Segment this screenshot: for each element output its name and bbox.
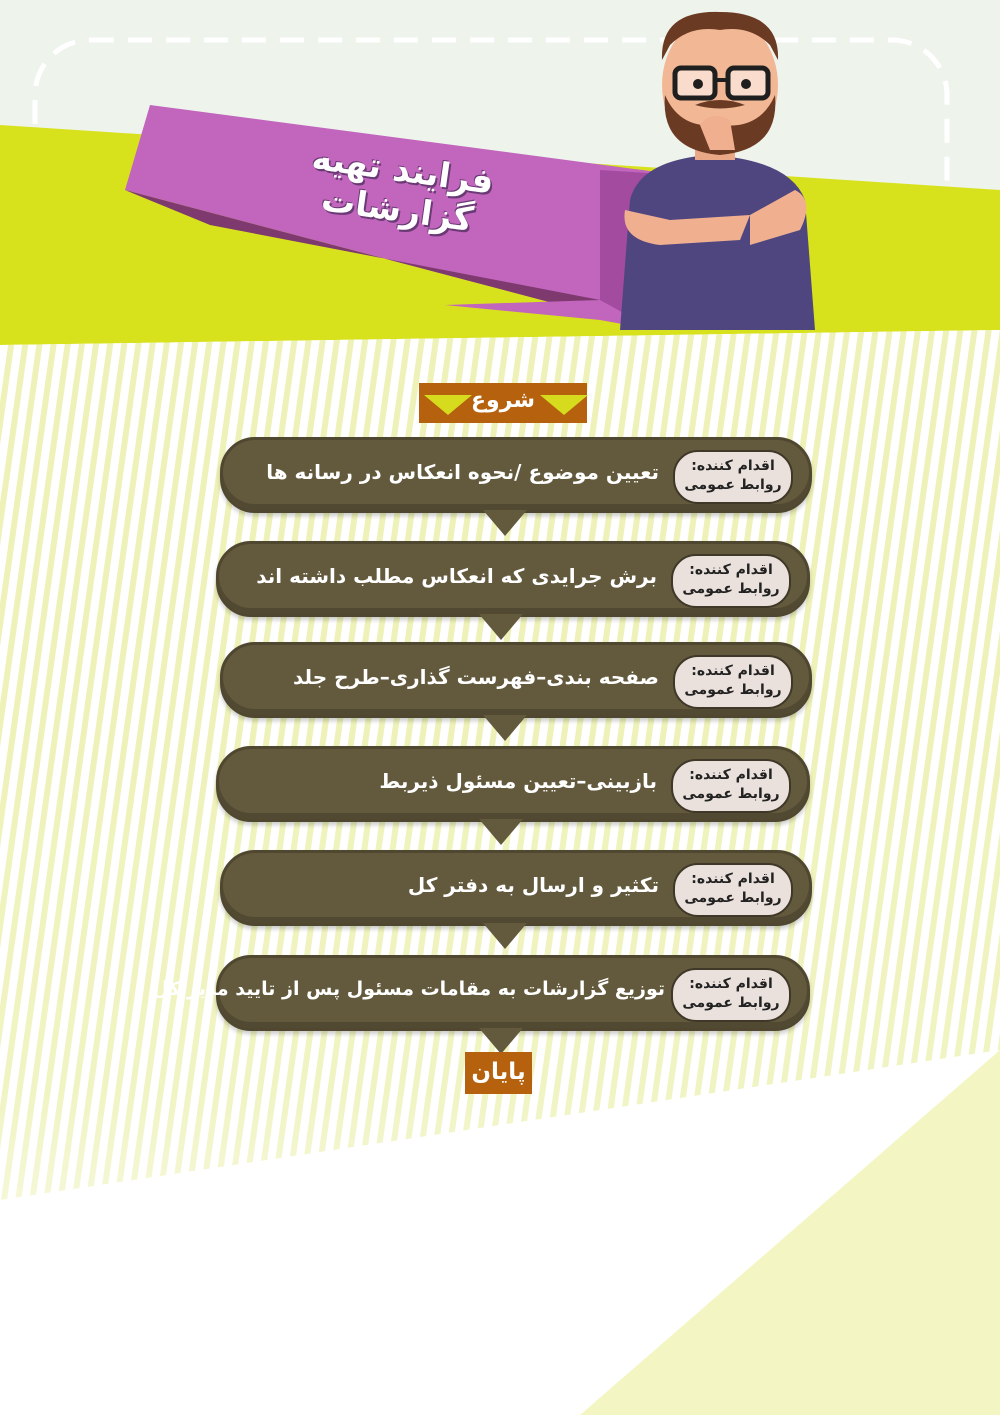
end-tag — [465, 1052, 532, 1094]
step-text: تکثیر و ارسال به دفتر کل — [407, 873, 659, 897]
step-2 — [216, 541, 810, 617]
step-pointer — [483, 510, 527, 536]
actor-pill — [673, 863, 793, 917]
actor-name: روابط عمومی — [684, 477, 782, 493]
actor-pill — [673, 655, 793, 709]
thinking-man-illustration — [600, 0, 840, 330]
step-3 — [220, 642, 812, 718]
actor-label: اقدام کننده: — [691, 871, 775, 887]
actor-label: اقدام کننده: — [691, 663, 775, 679]
step-5 — [220, 850, 812, 926]
step-pointer — [483, 715, 527, 741]
page-title: فرایند تهیه گزارشات — [309, 137, 497, 241]
actor-name: روابط عمومی — [684, 682, 782, 698]
actor-pill — [671, 554, 791, 608]
actor-pill — [671, 968, 791, 1022]
actor-pill — [673, 450, 793, 504]
step-6 — [152, 955, 810, 1031]
start-tag — [419, 383, 587, 423]
actor-name: روابط عمومی — [682, 581, 780, 597]
start-label: شروع — [470, 388, 536, 413]
step-text: توزیع گزارشات به مقامات مسئول پس از تایید مدیر کل — [152, 978, 665, 1000]
actor-pill — [671, 759, 791, 813]
actor-name: روابط عمومی — [682, 995, 780, 1011]
step-text: صفحه بندی–فهرست گذاری–طرح جلد — [293, 665, 659, 689]
step-pointer — [479, 614, 523, 640]
step-text: برش جرایدی که انعکاس مطلب داشته اند — [256, 564, 657, 588]
step-4 — [216, 746, 810, 822]
actor-label: اقدام کننده: — [691, 458, 775, 474]
step-pointer — [483, 923, 527, 949]
step-pointer — [479, 819, 523, 845]
actor-label: اقدام کننده: — [689, 976, 773, 992]
step-text: تعیین موضوع /نحوه انعکاس در رسانه ها — [266, 460, 659, 484]
actor-name: روابط عمومی — [682, 786, 780, 802]
end-label: پایان — [471, 1059, 526, 1085]
actor-label: اقدام کننده: — [689, 767, 773, 783]
step-pointer — [479, 1028, 523, 1054]
actor-label: اقدام کننده: — [689, 562, 773, 578]
step-1 — [220, 437, 812, 513]
step-text: بازبینی–تعیین مسئول ذیربط — [379, 769, 657, 793]
actor-name: روابط عمومی — [684, 890, 782, 906]
